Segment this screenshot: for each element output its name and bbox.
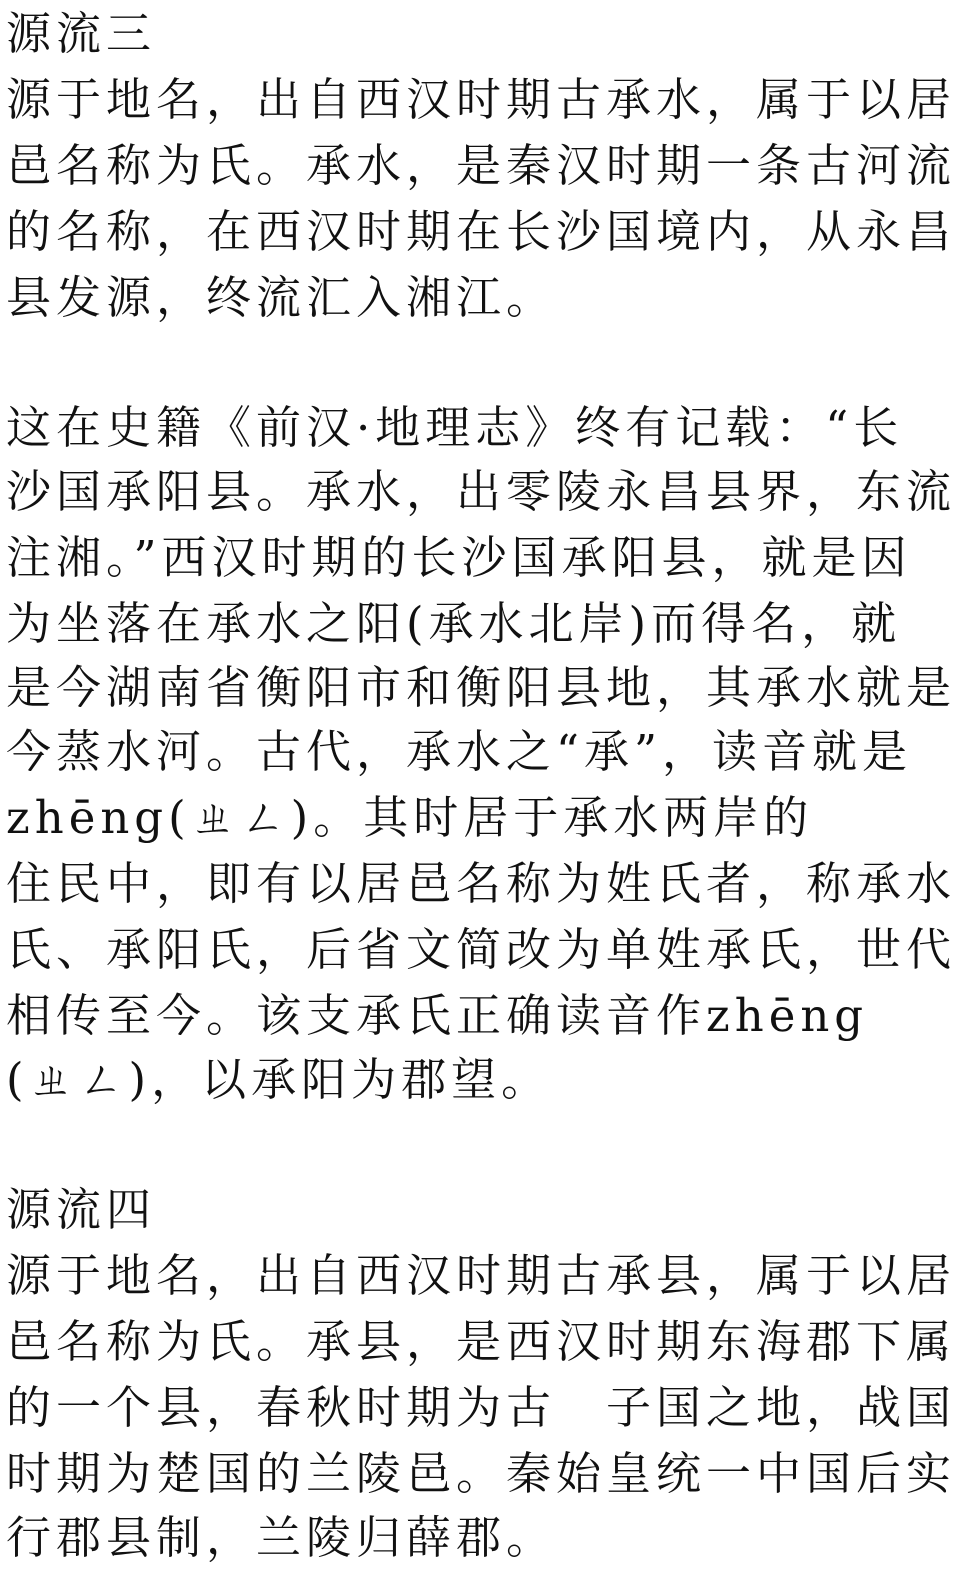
section-4-p1-line-2: 邑名称为氏。承县，是西汉时期东海郡下属 — [6, 1315, 957, 1368]
section-4-p1-line-4: 时期为楚国的兰陵邑。秦始皇统一中国后实 — [6, 1447, 957, 1500]
section-3-p2-line-5: 是今湖南省衡阳市和衡阳县地，其承水就是 — [6, 661, 957, 714]
section-4-heading: 源流四 — [6, 1183, 157, 1236]
section-3-p1-line-2: 邑名称为氏。承水，是秦汉时期一条古河流 — [6, 139, 957, 192]
section-3-p2-line-11: (ㄓㄥ)，以承阳为郡望。 — [6, 1053, 552, 1106]
section-3-p1-line-1: 源于地名，出自西汉时期古承水，属于以居 — [6, 73, 957, 126]
section-4-p1-line-1: 源于地名，出自西汉时期古承县，属于以居 — [6, 1249, 957, 1302]
section-4-p1-line-3: 的一个县，春秋时期为古 子国之地，战国 — [6, 1381, 957, 1434]
section-3-p2-line-3: 注湘。”西汉时期的长沙国承阳县，就是因 — [6, 531, 912, 584]
section-3-p1-line-4: 县发源，终流汇入湘江。 — [6, 271, 557, 324]
section-3-heading: 源流三 — [6, 7, 157, 60]
section-3-p2-line-4: 为坐落在承水之阳(承水北岸)而得名，就 — [6, 597, 902, 650]
section-3-p2-line-1: 这在史籍《前汉·地理志》终有记载：“长 — [6, 401, 904, 454]
section-3-p2-line-8: 住民中，即有以居邑名称为姓氏者，称承水 — [6, 857, 957, 910]
section-3-p2-line-10: 相传至今。该支承氏正确读音作zhēng — [6, 989, 869, 1042]
section-3-p2-line-7: zhēng(ㄓㄥ)。其时居于承水两岸的 — [6, 791, 814, 844]
section-3-p2-line-6: 今蒸水河。古代，承水之“承”，读音就是 — [6, 725, 913, 778]
section-3-p2-line-9: 氏、承阳氏，后省文简改为单姓承氏，世代 — [6, 923, 957, 976]
section-4-p1-line-5: 行郡县制，兰陵归薛郡。 — [6, 1511, 557, 1564]
section-3-p1-line-3: 的名称，在西汉时期在长沙国境内，从永昌 — [6, 205, 957, 258]
section-3-p2-line-2: 沙国承阳县。承水，出零陵永昌县界，东流 — [6, 465, 957, 518]
